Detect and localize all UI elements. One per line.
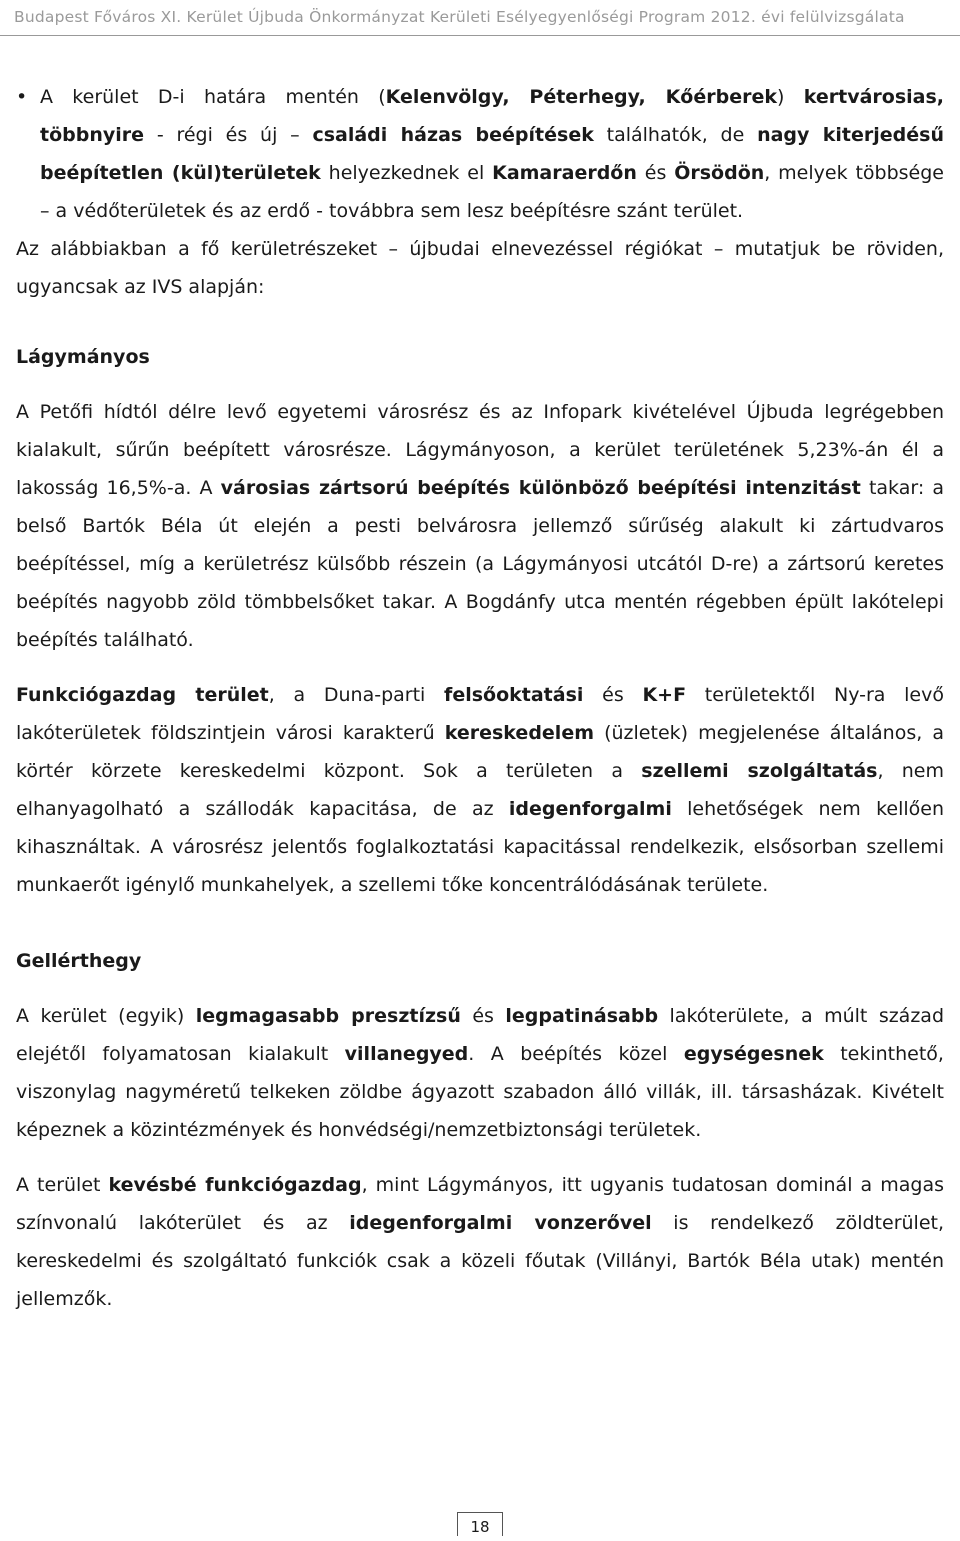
intro-paragraph: Az alábbiakban a fő kerületrészeket – újbudai elnevezéssel régiókat – mutatjuk be röviden, ugyancsak az IVS alapján: [16,238,944,298]
lagymanyos-paragraph-1: A Petőfi hídtól délre levő egyetemi városrész és az Infopark kivételével Újbuda legrégebben kialakult, sűrűn beépített városrésze. Lágymányoson, a kerület területének 5,23%-án él a lakosság 16,5%-a. A városias zártsorú beépítés különböző beépítési intenzitást takar: a belső Bartók Béla út elején a pesti belvárosra jellemző sűrűség alakult ki zártudvaros beépítéssel, míg a kerületrész külsőbb részein (a Lágymányosi utcától D-re) a zártsorú keretes beépítés nagyobb zöld tömbbelsőket takar. A Bogdánfy utca mentén régebben épült lakótelepi beépítés található. [16,401,944,651]
lagymanyos-paragraph-2: Funkciógazdag terület, a Duna-parti felsőoktatási és K+F területektől Ny-ra levő lakóterületek földszintjein városi karakterű kereskedelem (üzletek) megjelenése általános, a körtér körzete kereskedelmi központ. Sok a területen a szellemi szolgáltatás, nem elhanyagolható a szállodák kapacitása, de az idegenforgalmi lehetőségek nem kellően kihasználtak. A városrész jelentős foglalkoztatási kapacitással rendelkezik, elsősorban szellemi munkaerőt igénylő munkahelyek, a szellemi tőke koncentrálódásának területe. [16,684,945,896]
section-heading-lagymanyos: Lágymányos [16,346,150,368]
gellerthegy-paragraph-2: A terület kevésbé funkciógazdag, mint Lágymányos, itt ugyanis tudatosan dominál a magas színvonalú lakóterület és az idegenforgalmi vonzerővel is rendelkező zöldterület, kereskedelmi és szolgáltató funkciók csak a közeli főutak (Villányi, Bartók Béla utak) mentén jellemzők. [16,1174,945,1310]
gellerthegy-paragraph-1: A kerület (egyik) legmagasabb presztízsű és legpatinásabb lakóterülete, a múlt század elejétől folyamatosan kialakult villanegyed. A beépítés közel egységesnek tekinthető, viszonylag nagyméretű telkeken zöldbe ágyazott szabadon álló villák, ill. társasházak. Kivételt képeznek a közintézmények és honvédségi/nemzetbiztonsági területek. [16,1005,945,1141]
page-number: 18 [457,1512,503,1536]
bullet-paragraph: • A kerület D-i határa mentén (Kelenvölgy, Péterhegy, Kőérberek) kertvárosias, többnyire - régi és új – családi házas beépítések találhatók, de nagy kiterjedésű beépítetlen (kül)területek helyezkednek el Kamaraerdőn és Örsödön, melyek többsége – a védőterületek és az erdő - továbbra sem lesz beépítésre szánt terület. [16,78,944,230]
section-heading-gellerthegy: Gellérthegy [16,950,142,972]
document-body [16,78,944,1318]
running-header: Budapest Főváros XI. Kerület Újbuda Önkormányzat Kerületi Esélyegyenlőségi Program 2012. évi felülvizsgálata [0,0,960,36]
